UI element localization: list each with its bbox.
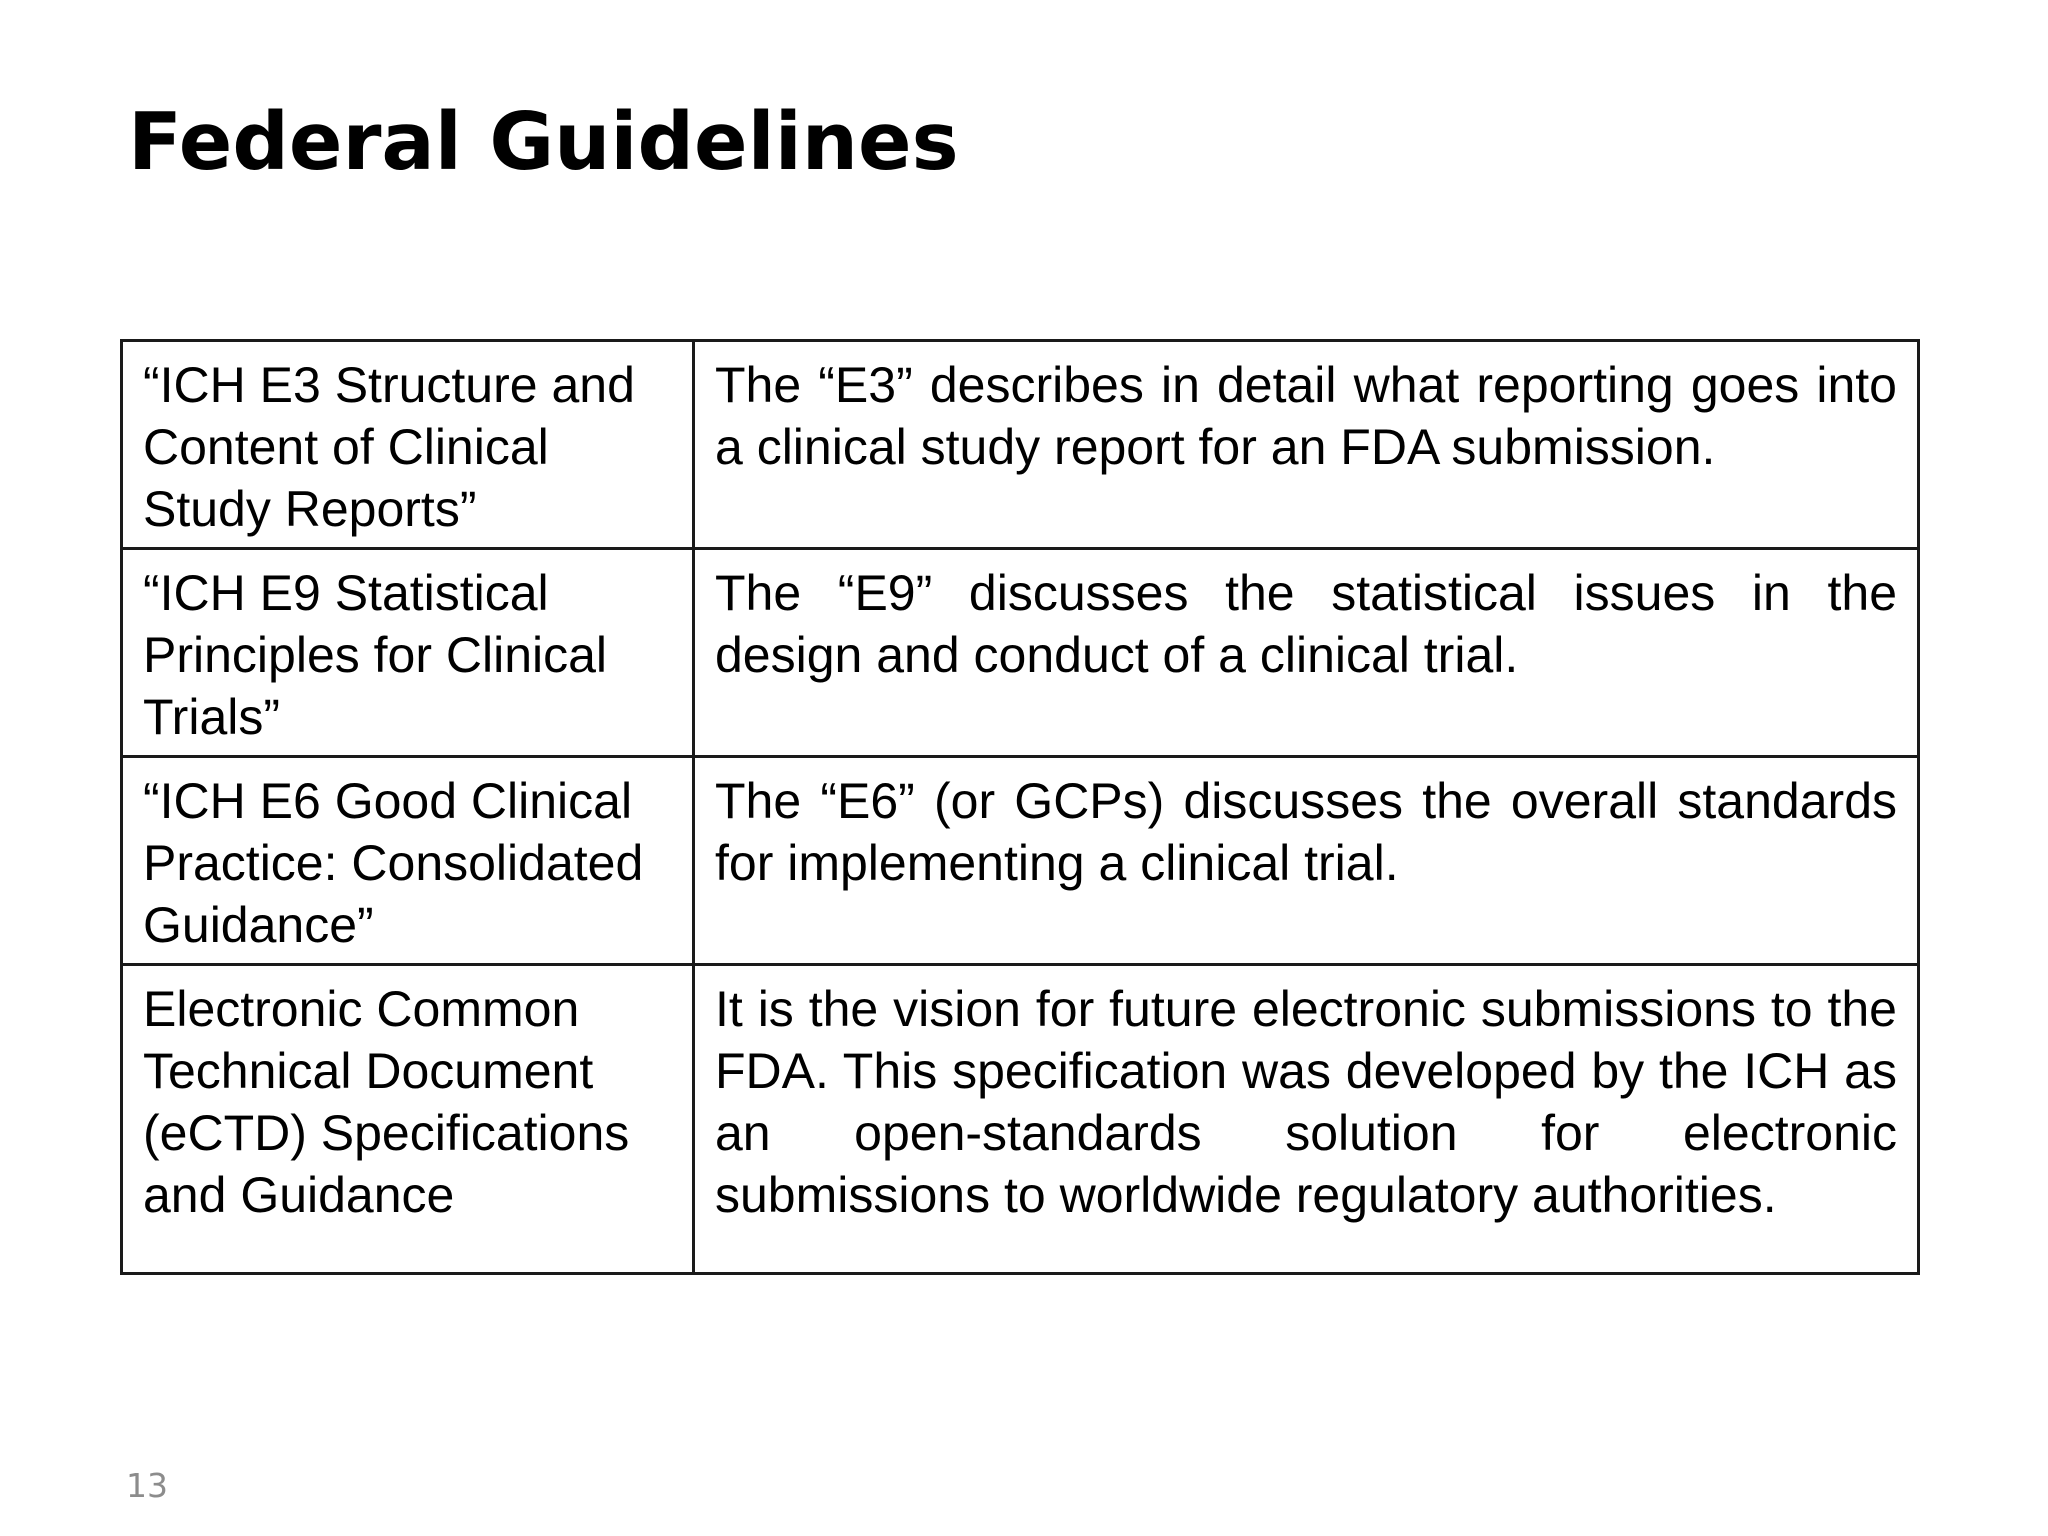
guideline-name-cell: Electronic Common Technical Document (eCTD) Specifications and Guidance	[122, 965, 694, 1274]
table-row	[122, 965, 1919, 1274]
guideline-description-cell: The “E6” (or GCPs) discusses the overall standards for implementing a clinical trial.	[694, 757, 1919, 965]
slide-title: Federal Guidelines	[128, 96, 959, 188]
slide-number: 13	[126, 1466, 168, 1505]
guideline-name-cell: “ICH E3 Structure and Content of Clinical Study Reports”	[122, 341, 694, 549]
guidelines-table	[120, 339, 1920, 1275]
table-row	[122, 549, 1919, 757]
guideline-name-cell: “ICH E9 Statistical Principles for Clinical Trials”	[122, 549, 694, 757]
guideline-description-cell: The “E9” discusses the statistical issues in the design and conduct of a clinical trial.	[694, 549, 1919, 757]
guideline-name-cell: “ICH E6 Good Clinical Practice: Consolidated Guidance”	[122, 757, 694, 965]
guideline-description-cell: The “E3” describes in detail what reporting goes into a clinical study report for an FDA submission.	[694, 341, 1919, 549]
table-row	[122, 341, 1919, 549]
table-row	[122, 757, 1919, 965]
guideline-description-cell: It is the vision for future electronic submissions to the FDA. This specification was developed by the ICH as an open-standards solution for electronic submissions to worldwide regulatory authorities.	[694, 965, 1919, 1274]
